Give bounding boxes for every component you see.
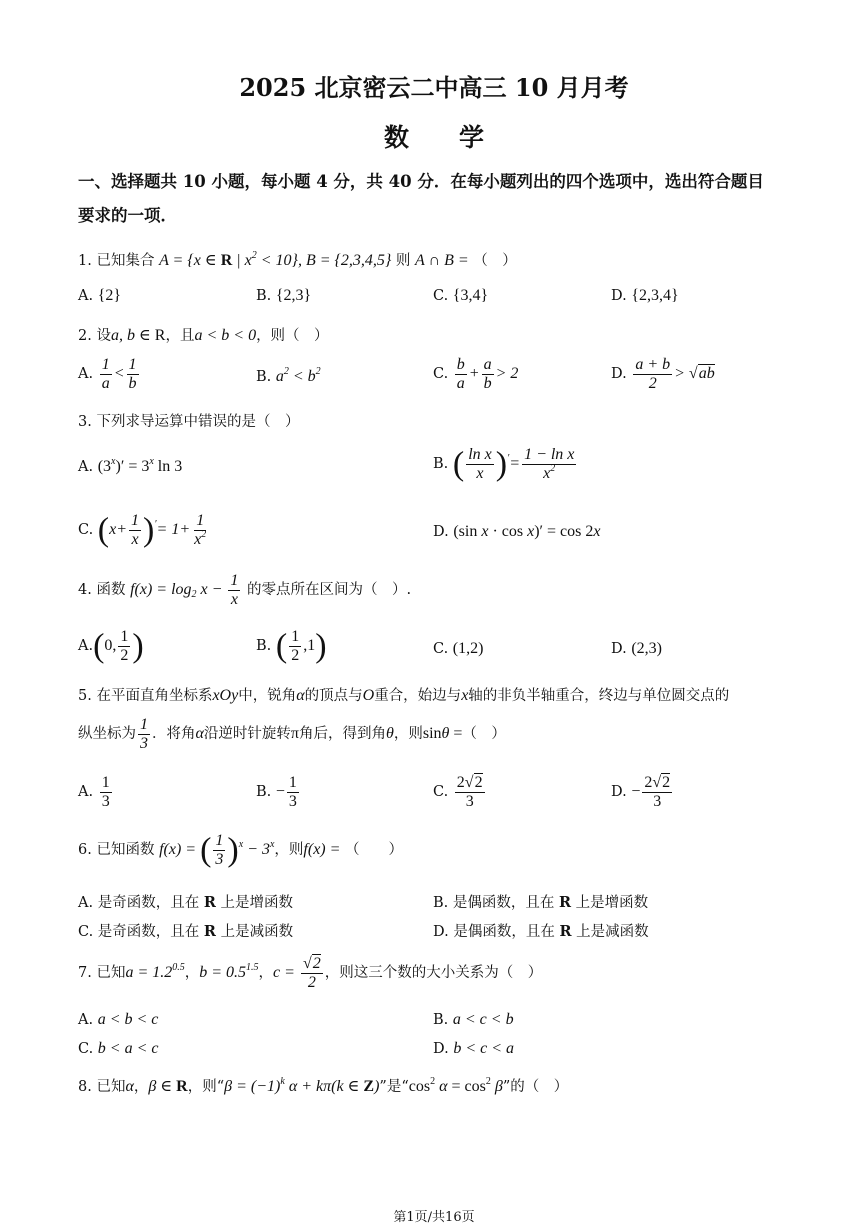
q2-option-d: D. $\frac{a + b}{2}$ > √ab <box>611 356 715 392</box>
q7-option-c: C. b < a < c <box>78 1040 159 1057</box>
q1-option-a: A. {2} <box>78 287 122 304</box>
q6-option-b: B. 是偶函数，且在 R 上是增函数 <box>433 894 649 911</box>
q2-option-a: A. $\frac{1}{a}$ < $\frac{1}{b}$ <box>78 356 137 392</box>
q1-blank: （ ） <box>473 253 517 269</box>
question-5-line1: 5. 在平面直角坐标系xOy中，锐角α的顶点与O重合，始边与x轴的非负半轴重合，终边与单位圆交点的 <box>78 687 730 704</box>
q5-option-b: B. − $\frac{1}{3}$ <box>256 774 297 810</box>
section-header-line1: 一、选择题共 10 小题，每小题 4 分，共 40 分．在每小题列出的四个选项中，选出符合题目 <box>78 172 764 191</box>
page-footer: 第1页/共16页 <box>393 1210 475 1225</box>
question-7: 7. 已知$a = 1.2^{0.5}$，$b = 0.5^{1.5}$，c = $\frac{√2}{2}$ ，则这三个数的大小关系为（ ） <box>78 955 543 991</box>
q1-suffix: 则 <box>395 253 411 269</box>
q4-option-d: D. (2,3) <box>611 640 662 657</box>
q2-option-b: B. $a^2 < b^2$ <box>256 366 321 385</box>
question-8: 8. 已知α，β ∈ R，则“$\beta = (-1)^k$ α + kπ(k ∈ Z)”是“$\cos^2$ $\alpha = \cos^2 \beta$”的（ ） <box>78 1076 569 1095</box>
q6-option-c: C. 是奇函数，且在 R 上是减函数 <box>78 923 294 940</box>
section-header-line2: 要求的一项． <box>78 206 177 225</box>
q3-option-d: D. (sin x · cos x)′ = cos 2x <box>433 523 601 540</box>
q2-option-c: C. $\frac{b}{a}$ + $\frac{a}{b}$ > 2 <box>433 356 519 392</box>
exam-title: 2025 北京密云二中高三 10 月月考 <box>239 73 629 102</box>
q5-option-a: A. $\frac{1}{3}$ <box>78 774 110 810</box>
q1-option-c: C. {3,4} <box>433 287 489 304</box>
q7-option-a: A. a < b < c <box>78 1011 159 1028</box>
question-5-line2: 纵坐标为 $\frac{1}{3}$ ．将角α沿逆时针旋转π角后，得到角θ，则sinθ =（ ） <box>78 716 506 752</box>
q1-option-d: D. {2,3,4} <box>611 287 679 304</box>
q1-set-expr: A = {x ∈ R | $x^2 < 10$}, B = {2,3,4,5} <box>159 250 392 269</box>
q4-option-c: C. (1,2) <box>433 640 484 657</box>
q6-option-d: D. 是偶函数，且在 R 上是减函数 <box>433 923 649 940</box>
q3-option-b: B. ( $\frac{\text{ln x}}{x}$ )′= $\frac{\text{1 − ln x}}{x^2}$ <box>433 445 575 483</box>
q1-intersection: A ∩ B = <box>415 252 469 269</box>
q5-option-c: C. $\frac{2√2}{3}$ <box>433 774 483 810</box>
q4-option-b: B. ( $\frac{1}{2}$ ,1) <box>256 627 327 665</box>
question-1 <box>78 249 517 270</box>
q5-option-d: D. − $\frac{2√2}{3}$ <box>611 774 671 810</box>
q3-option-a: A. $(3^x)' = 3^x$ ln 3 <box>78 456 183 475</box>
question-2: 2. 设a, b ∈ R，且a < b < 0，则（ ） <box>78 327 329 344</box>
subject-title: 数 学 <box>383 123 484 152</box>
q6-option-a: A. 是奇函数，且在 R 上是增函数 <box>78 894 293 911</box>
q3-option-c: C. (x+ $\frac{1}{x}$ )′= 1+ $\frac{1}{x^2}$ <box>78 511 207 549</box>
q1-prefix: 1. 已知集合 <box>78 253 155 269</box>
question-4: 4. 函数 $f(x) = \log_2 x$ − $\frac{1}{x}$ 的零点所在区间为（ ）. <box>78 572 412 608</box>
question-6: 6. 已知函数 f(x) = ( $\frac{1}{3}$ )$^x - 3^x$，则f(x) = （ ） <box>78 831 404 869</box>
q7-option-d: D. b < c < a <box>433 1040 515 1057</box>
q1-option-b: B. {2,3} <box>256 287 312 304</box>
q4-option-a: A.(0, $\frac{1}{2}$ ) <box>78 627 144 665</box>
question-3: 3. 下列求导运算中错误的是（ ） <box>78 414 300 430</box>
q7-option-b: B. a < c < b <box>433 1011 514 1028</box>
